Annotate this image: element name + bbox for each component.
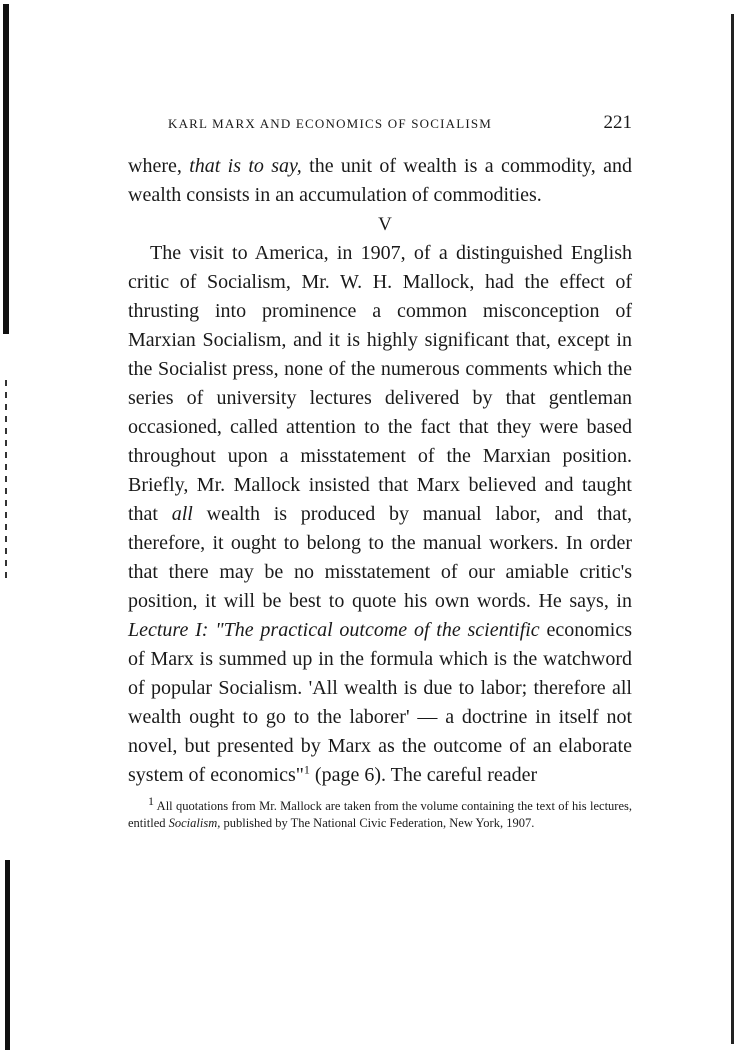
para2-quote-italic: "The practical outcome of the scientific (208, 619, 540, 641)
para2-lecture: Lecture I: (128, 619, 209, 641)
para2-italic-all: all (171, 503, 193, 525)
para1-lead: where, (128, 155, 190, 177)
footnote-reference: 1 (303, 762, 310, 777)
para2-part1: The visit to America, in 1907, of a distinguished English critic of Socialism, Mr. W. H. Mallock, had the effect of thrusting into prominence a common misconception of Marxian Socialism, and it is highly significant that, except in the Socialist press, none of the numerous comments which the series of university lectures delivered by that gentleman occasioned, called attention to the fact that they were based throughout upon a misstatement of the Marxian position. Briefly, Mr. Mallock insisted that Marx believed and taught that (128, 242, 632, 525)
footnote-text-before: All quotations from Mr. Mallock are taken from the volume containing the text of his lectures, entitled (128, 799, 632, 830)
para2-part4: (page 6). The careful reader (309, 764, 538, 786)
para2-part3: economics of Marx is summed up in the formula which is the watchword of popular Socialism. 'All wealth is due to labor; therefore all wealth ought to go to the laborer' — a doctrine in itself not novel, but presented by Marx as the outcome of an elaborate system of economics" (128, 619, 632, 786)
page-number: 221 (603, 112, 632, 133)
scan-edge-left-marks (5, 380, 7, 580)
footnote-text-after: published by The National Civic Federation, New York, 1907. (220, 816, 535, 830)
scan-edge-right (731, 14, 734, 1044)
scan-edge-left-lower (5, 860, 10, 1050)
paragraph-main (128, 239, 632, 790)
book-page (128, 112, 632, 832)
para2-part2: wealth is produced by manual labor, and that, therefore, it ought to belong to the manual workers. In order that there may be no misstatement of our amiable critic's position, it will be best to quote his own words. He says, in (128, 503, 632, 612)
para1-italic: that is to say, (189, 155, 302, 177)
body-text (128, 152, 632, 790)
footnote (128, 793, 632, 832)
section-numeral: V (378, 214, 392, 235)
running-head (168, 112, 632, 142)
running-title: KARL MARX AND ECONOMICS OF SOCIALISM (168, 116, 493, 131)
paragraph-continuation (128, 152, 632, 210)
footnote-title: Socialism, (168, 816, 221, 830)
para1-rest: the unit of wealth is a commodity, and wealth consists in an accumulation of commodities. (128, 155, 632, 206)
scan-edge-left (3, 4, 9, 334)
footnote-marker: 1 (148, 793, 154, 808)
